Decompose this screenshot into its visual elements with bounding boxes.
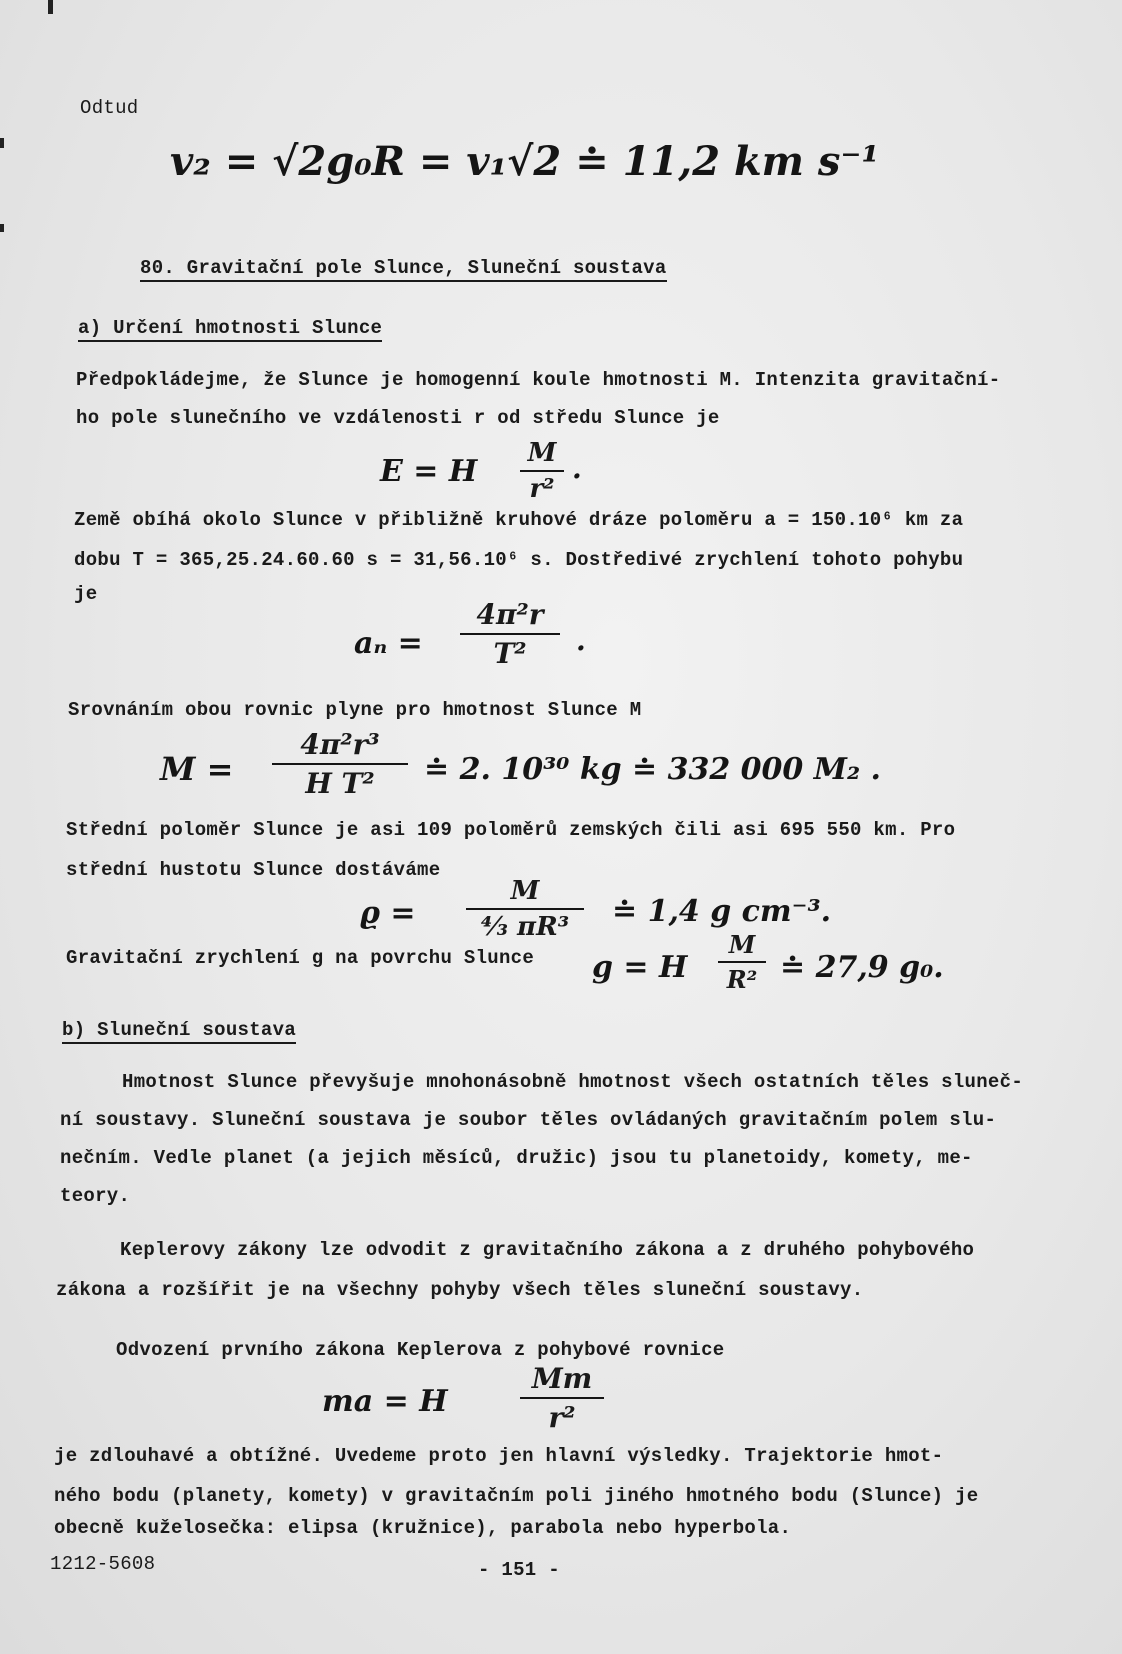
paragraph-7-line-2: zákona a rozšířit je na všechny pohyby všech těles sluneční soustavy. xyxy=(56,1279,864,1301)
formula-rho-denominator: ⁴⁄₃ πR³ xyxy=(480,912,570,942)
formula-M-lhs: M = xyxy=(160,750,234,788)
fraction-bar xyxy=(466,908,584,910)
formula-rho-rhs: ≐ 1,4 g cm⁻³. xyxy=(612,894,832,929)
paragraph-1-line-2: ho pole slunečního ve vzdálenosti r od středu Slunce je xyxy=(76,407,720,429)
paragraph-5: Gravitační zrychlení g na povrchu Slunce xyxy=(66,947,535,969)
formula-E-numerator: M xyxy=(527,438,557,468)
paragraph-9-line-2: ného bodu (planety, komety) v gravitačním poli jiného hmotného bodu (Slunce) je xyxy=(54,1485,979,1507)
formula-M-rhs: ≐ 2. 10³⁰ kg ≐ 332 000 M₂ . xyxy=(424,752,881,787)
formula-ma-denominator: r² xyxy=(548,1401,576,1434)
formula-an-lhs: aₙ = xyxy=(354,626,423,661)
section-heading xyxy=(140,256,667,280)
formula-g-rhs: ≐ 27,9 g₀. xyxy=(780,950,944,985)
paragraph-9-line-3: obecně kuželosečka: elipsa (kružnice), parabola nebo hyperbola. xyxy=(54,1517,792,1539)
formula-an-denominator: T² xyxy=(493,637,527,670)
paragraph-2-line-1: Země obíhá okolo Slunce v přibližně kruhové dráze poloměru a = 150.10⁶ km za xyxy=(74,509,964,531)
subheading-b xyxy=(62,1018,296,1042)
paragraph-2-line-2: dobu T = 365,25.24.60.60 s = 31,56.10⁶ s. Dostředivé zrychlení tohoto pohybu xyxy=(74,549,964,571)
fraction-bar xyxy=(520,1397,604,1399)
escape-velocity-formula: v₂ = √2g₀R = v₁√2 ≐ 11,2 km s⁻¹ xyxy=(170,138,880,185)
formula-M-fraction xyxy=(272,728,408,800)
formula-ma-numerator: Mm xyxy=(531,1362,593,1395)
formula-E-denominator: r² xyxy=(529,474,555,504)
fraction-bar xyxy=(718,961,766,963)
edge-mark xyxy=(48,0,53,14)
subheading-b-text: b) Sluneční soustava xyxy=(62,1019,296,1044)
paragraph-9-line-1: je zdlouhavé a obtížné. Uvedeme proto jen hlavní výsledky. Trajektorie hmot- xyxy=(54,1445,944,1467)
subheading-a xyxy=(78,316,382,340)
formula-g-lhs: g = Η xyxy=(592,950,688,985)
formula-an-numerator: 4π²r xyxy=(476,598,544,631)
paragraph-6-line-1: Hmotnost Slunce převyšuje mnohonásobně hmotnost všech ostatních těles sluneč- xyxy=(122,1071,1024,1093)
paragraph-6-line-4: teory. xyxy=(60,1185,131,1207)
text-odtud: Odtud xyxy=(80,97,139,119)
formula-E-lhs: E = Η xyxy=(380,454,478,489)
formula-rho-numerator: M xyxy=(510,876,540,906)
formula-an-tail: . xyxy=(576,624,586,657)
paragraph-7-line-1: Keplerovy zákony lze odvodit z gravitačního zákona a z druhého pohybového xyxy=(120,1239,975,1261)
paragraph-6-line-2: ní soustavy. Sluneční soustava je soubor těles ovládaných gravitačním polem slu- xyxy=(60,1109,997,1131)
formula-g-fraction xyxy=(718,930,766,994)
formula-rho-fraction xyxy=(466,876,584,942)
formula-g-numerator: M xyxy=(728,930,756,959)
formula-M-numerator: 4π²r³ xyxy=(300,728,380,761)
formula-an-fraction xyxy=(460,598,560,670)
paragraph-2-line-3: je xyxy=(74,583,98,605)
footer-code: 1212-5608 xyxy=(50,1553,156,1575)
paragraph-4-line-2: střední hustotu Slunce dostáváme xyxy=(66,859,441,881)
fraction-bar xyxy=(520,470,564,472)
paragraph-1-line-1: Předpokládejme, že Slunce je homogenní koule hmotnosti M. Intenzita gravitační- xyxy=(76,369,1001,391)
formula-E-fraction xyxy=(520,438,564,504)
fraction-bar xyxy=(460,633,560,635)
edge-mark xyxy=(0,224,4,232)
subheading-a-text: a) Určení hmotnosti Slunce xyxy=(78,317,382,342)
paragraph-4-line-1: Střední poloměr Slunce je asi 109 poloměrů zemských čili asi 695 550 km. Pro xyxy=(66,819,956,841)
formula-rho-lhs: ϱ = xyxy=(360,896,416,931)
formula-ma-fraction xyxy=(520,1362,604,1434)
edge-mark xyxy=(0,138,4,148)
paragraph-8: Odvození prvního zákona Keplerova z pohybové rovnice xyxy=(116,1339,725,1361)
page-number: - 151 - xyxy=(478,1559,560,1581)
section-heading-text: 80. Gravitační pole Slunce, Sluneční soustava xyxy=(140,257,667,282)
paragraph-6-line-3: nečním. Vedle planet (a jejich měsíců, družic) jsou tu planetoidy, komety, me- xyxy=(60,1147,973,1169)
fraction-bar xyxy=(272,763,408,765)
paragraph-3: Srovnáním obou rovnic plyne pro hmotnost Slunce M xyxy=(68,699,642,721)
formula-g-denominator: R² xyxy=(726,965,758,994)
formula-E-tail: . xyxy=(572,452,582,485)
formula-ma-lhs: ma = Η xyxy=(322,1384,448,1419)
formula-M-denominator: Η T² xyxy=(305,767,375,800)
